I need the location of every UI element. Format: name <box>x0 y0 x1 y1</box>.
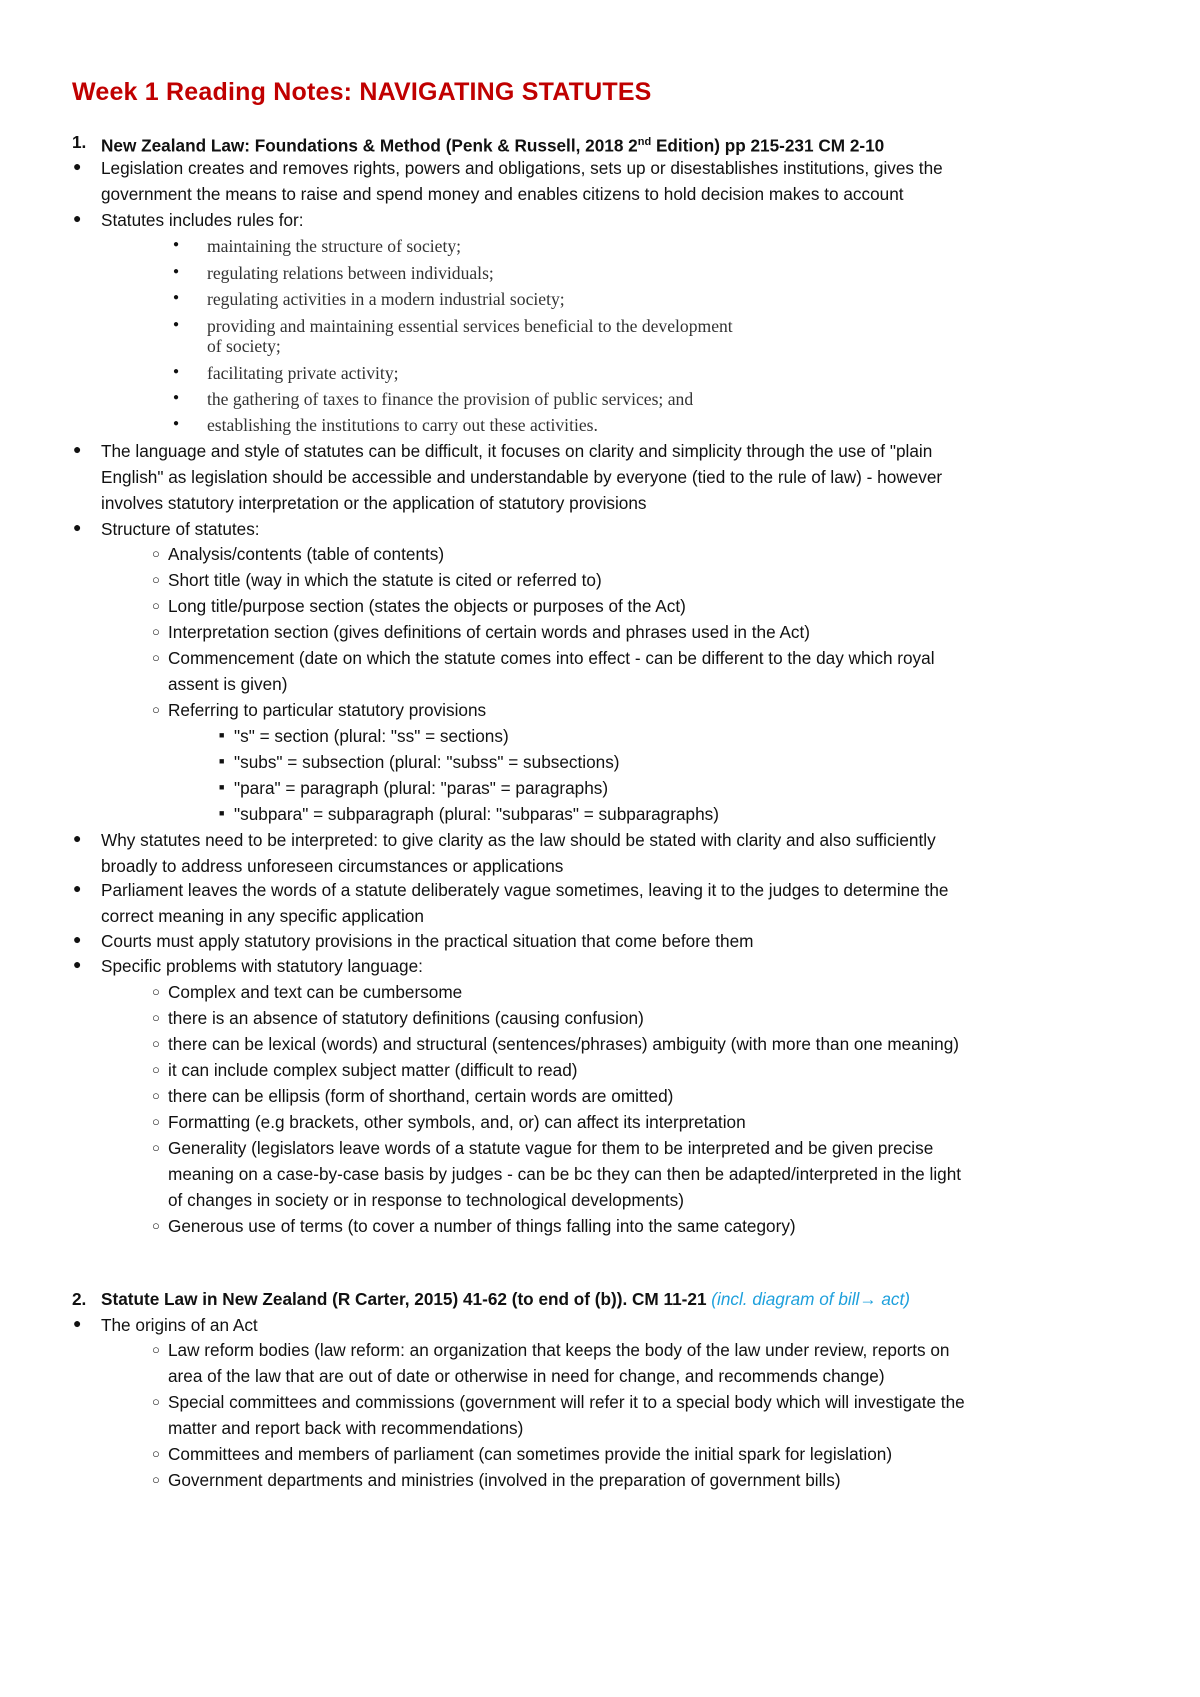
circle-bullet-icon: ○ <box>152 1088 160 1103</box>
circle-bullet-icon: ○ <box>152 1010 160 1025</box>
circle-bullet-icon: ○ <box>152 1036 160 1051</box>
list-item: Interpretation section (gives definitions of certain words and phrases used in the Act) <box>168 622 811 642</box>
list-item: area of the law that are out of date or otherwise in need for change, and recommends change) <box>168 1366 885 1386</box>
list-item: Commencement (date on which the statute comes into effect - can be different to the day which royal <box>168 648 935 668</box>
list-item: assent is given) <box>168 674 288 694</box>
list-item: Law reform bodies (law reform: an organization that keeps the body of the law under review, reports on <box>168 1340 950 1360</box>
section-1-heading-text: New Zealand Law: Foundations & Method (Penk & Russell, 2018 2 <box>101 135 638 156</box>
paragraph-line: Specific problems with statutory language: <box>101 956 423 976</box>
bullet-icon: ● <box>73 931 82 947</box>
circle-bullet-icon: ○ <box>152 1446 160 1461</box>
bullet-icon: ● <box>173 418 180 429</box>
circle-bullet-icon: ○ <box>152 598 160 613</box>
page-title: Week 1 Reading Notes: NAVIGATING STATUTES <box>72 78 652 106</box>
bullet-icon: ● <box>173 239 180 250</box>
paragraph-line: English" as legislation should be accessible and understandable by everyone (tied to the rule of law) - however <box>101 467 943 487</box>
list-item: Formatting (e.g brackets, other symbols, and, or) can affect its interpretation <box>168 1112 746 1132</box>
bullet-icon: ● <box>173 392 180 403</box>
circle-bullet-icon: ○ <box>152 984 160 999</box>
square-bullet-icon: ■ <box>219 730 225 740</box>
paragraph-line: correct meaning in any specific application <box>101 906 424 926</box>
paragraph-line: Legislation creates and removes rights, powers and obligations, sets up or disestablishes institutions, gives the <box>101 158 943 178</box>
bullet-icon: ● <box>73 956 82 972</box>
list-item: there is an absence of statutory definitions (causing confusion) <box>168 1008 644 1028</box>
paragraph-line: involves statutory interpretation or the application of statutory provisions <box>101 493 647 513</box>
list-item: matter and report back with recommendations) <box>168 1418 524 1438</box>
square-bullet-icon: ■ <box>219 756 225 766</box>
section-2-number: 2. <box>72 1289 87 1309</box>
list-item: there can be lexical (words) and structural (sentences/phrases) ambiguity (with more than one meaning) <box>168 1034 960 1054</box>
paragraph-line: The origins of an Act <box>101 1315 258 1335</box>
list-item: Special committees and commissions (government will refer it to a special body which will investigate the <box>168 1392 965 1412</box>
section-2-heading-note: (incl. diagram of bill→ act) <box>711 1289 910 1309</box>
list-item: "para" = paragraph (plural: "paras" = paragraphs) <box>234 778 609 798</box>
circle-bullet-icon: ○ <box>152 1114 160 1129</box>
paragraph-line: The language and style of statutes can be difficult, it focuses on clarity and simplicity through the use of "plain <box>101 441 933 461</box>
list-item: Generality (legislators leave words of a statute vague for them to be interpreted and be given precise <box>168 1138 934 1158</box>
paragraph-line: Courts must apply statutory provisions in the practical situation that come before them <box>101 931 754 951</box>
bullet-icon: ● <box>73 1315 82 1331</box>
list-item: the gathering of taxes to finance the provision of public services; and <box>207 389 694 409</box>
list-item: meaning on a case-by-case basis by judges - can be bc they can then be adapted/interpreted in the light <box>168 1164 962 1184</box>
circle-bullet-icon: ○ <box>152 1140 160 1155</box>
square-bullet-icon: ■ <box>219 782 225 792</box>
circle-bullet-icon: ○ <box>152 1472 160 1487</box>
list-item: Committees and members of parliament (can sometimes provide the initial spark for legislation) <box>168 1444 893 1464</box>
circle-bullet-icon: ○ <box>152 1394 160 1409</box>
square-bullet-icon: ■ <box>219 808 225 818</box>
list-item: maintaining the structure of society; <box>207 236 462 256</box>
circle-bullet-icon: ○ <box>152 572 160 587</box>
list-item: Short title (way in which the statute is cited or referred to) <box>168 570 602 590</box>
list-item: regulating relations between individuals; <box>207 263 494 283</box>
bullet-icon: ● <box>73 830 82 846</box>
list-item: Government departments and ministries (involved in the preparation of government bills) <box>168 1470 841 1490</box>
circle-bullet-icon: ○ <box>152 1218 160 1233</box>
list-item: Analysis/contents (table of contents) <box>168 544 445 564</box>
list-item: of changes in society or in response to technological developments) <box>168 1190 684 1210</box>
section-1-heading-tail: Edition) pp 215-231 CM 2-10 <box>651 135 885 156</box>
list-item: regulating activities in a modern industrial society; <box>207 289 565 309</box>
list-item: Generous use of terms (to cover a number of things falling into the same category) <box>168 1216 796 1236</box>
list-item: establishing the institutions to carry out these activities. <box>207 415 598 435</box>
bullet-icon: ● <box>173 366 180 377</box>
list-item: it can include complex subject matter (difficult to read) <box>168 1060 578 1080</box>
list-item: Referring to particular statutory provisions <box>168 700 487 720</box>
paragraph-line: government the means to raise and spend money and enables citizens to hold decision makes to account <box>101 184 904 204</box>
section-1-number: 1. <box>72 132 87 152</box>
circle-bullet-icon: ○ <box>152 702 160 717</box>
bullet-icon: ● <box>173 319 180 330</box>
paragraph-line: Statutes includes rules for: <box>101 210 304 230</box>
list-item: Long title/purpose section (states the objects or purposes of the Act) <box>168 596 686 616</box>
bullet-icon: ● <box>73 158 82 174</box>
list-item: facilitating private activity; <box>207 363 399 383</box>
bullet-icon: ● <box>73 880 82 896</box>
circle-bullet-icon: ○ <box>152 650 160 665</box>
list-item: "s" = section (plural: "ss" = sections) <box>234 726 509 746</box>
bullet-icon: ● <box>173 266 180 277</box>
circle-bullet-icon: ○ <box>152 624 160 639</box>
list-item: "subpara" = subparagraph (plural: "subparas" = subparagraphs) <box>234 804 719 824</box>
paragraph-line: Why statutes need to be interpreted: to give clarity as the law should be stated with clarity and also sufficiently <box>101 830 936 850</box>
section-1-heading-sup: nd <box>637 136 652 148</box>
bullet-icon: ● <box>73 441 82 457</box>
section-2-heading-text: Statute Law in New Zealand (R Carter, 2015) 41-62 (to end of (b)). CM 11-21 <box>101 1289 712 1309</box>
circle-bullet-icon: ○ <box>152 1342 160 1357</box>
list-item: there can be ellipsis (form of shorthand, certain words are omitted) <box>168 1086 674 1106</box>
section-2-heading <box>101 1286 910 1313</box>
bullet-icon: ● <box>173 292 180 303</box>
circle-bullet-icon: ○ <box>152 1062 160 1077</box>
list-item: of society; <box>207 336 281 356</box>
paragraph-line: Structure of statutes: <box>101 519 260 539</box>
circle-bullet-icon: ○ <box>152 546 160 561</box>
bullet-icon: ● <box>73 210 82 226</box>
paragraph-line: broadly to address unforeseen circumstances or applications <box>101 856 564 876</box>
list-item: Complex and text can be cumbersome <box>168 982 463 1002</box>
bullet-icon: ● <box>73 519 82 535</box>
paragraph-line: Parliament leaves the words of a statute deliberately vague sometimes, leaving it to the judges to determine the <box>101 880 949 900</box>
list-item: "subs" = subsection (plural: "subss" = subsections) <box>234 752 620 772</box>
list-item: providing and maintaining essential services beneficial to the development <box>207 316 733 336</box>
